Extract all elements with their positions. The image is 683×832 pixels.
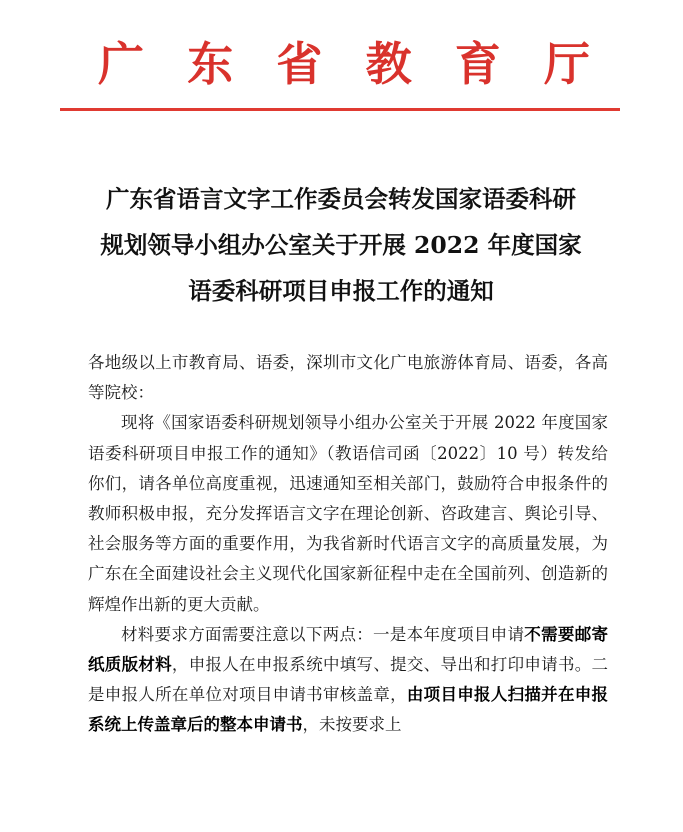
bold-text-run: 由项目申报人扫描并在申报系统上传盖章后的整本申请书: [88, 685, 609, 735]
org-char: 育: [454, 37, 501, 91]
letterhead: [60, 36, 620, 112]
title-line: 广东省语言文字工作委员会转发国家语委科研: [106, 185, 576, 213]
organization-name: [60, 36, 620, 92]
text-run: ，未按要求上: [302, 715, 402, 735]
org-char: 厅: [543, 37, 590, 91]
addressee: 各地级以上市教育局、语委，深圳市文化广电旅游体育局、语委，各高等院校：: [88, 353, 608, 403]
document-body: [88, 348, 608, 741]
title-line: 语委科研项目申报工作的通知: [188, 277, 494, 305]
document-title: [60, 176, 622, 314]
org-char: 东: [187, 37, 234, 91]
org-char: 广: [98, 37, 144, 91]
org-char: 省: [276, 37, 323, 91]
org-char: 教: [365, 37, 412, 91]
text-run: 材料要求方面需要注意以下两点：一是本年度项目申请: [121, 624, 525, 644]
text-run: ，申报人在申报系统中填写、提交、导出和打印申请书。二是申报人所在单位对项目申请书审核盖章，: [88, 655, 609, 705]
bold-text-run: 不需要邮寄纸质版材料: [88, 624, 609, 675]
body-paragraph-requirements: [88, 620, 608, 741]
body-paragraph: 现将《国家语委科研规划领导小组办公室关于开展 2022 年度国家语委科研项目申报工作的通知》（教语信司函〔2022〕10 号）转发给你们，请各单位高度重视，迅速通知至相关部门，鼓励符合申报条件的教师积极申报，充分发挥语言文字在理论创新、咨政建言、舆论引导、社会服务等方面的重要作用，为我省新时代语言文字的高质量发展，为广东在全面建设社会主义现代化国家新征程中走在全国前列、创造新的辉煌作出新的更大贡献。: [88, 413, 608, 614]
letterhead-divider: [60, 108, 620, 111]
title-line: 规划领导小组办公室关于开展 2022 年度国家: [100, 231, 582, 259]
